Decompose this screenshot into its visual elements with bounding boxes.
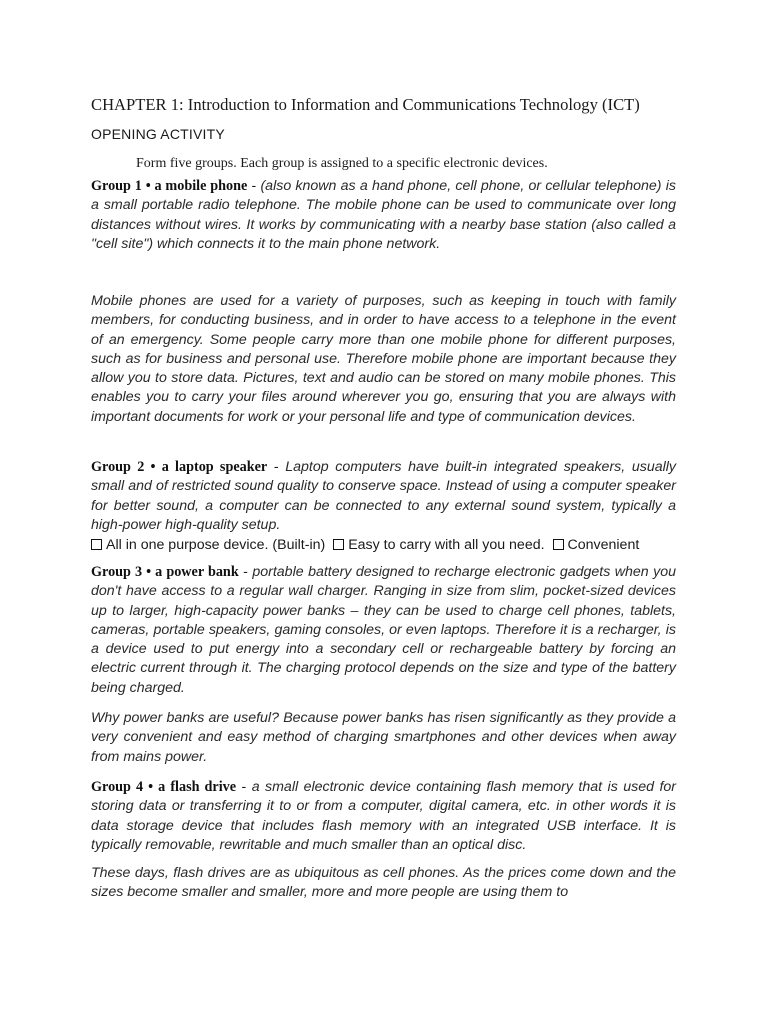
power-bank-uses-text: Why power banks are useful? Because power banks has risen significantly as they provide a very convenient and easy method of charging smartphones and other devices when away from mains power. [91, 710, 676, 765]
group-3-separator: - [238, 564, 253, 580]
group-2-text: Laptop computers have built-in integrated speakers, usually small and of restricted sound quality to conserve space. Instead of using a computer speaker for better sound, a computer can be connected to any external sound system, typically a high-power high-quality setup. [91, 459, 676, 533]
speaker-feature-1: All in one purpose device. (Built-in) [106, 537, 326, 553]
speaker-feature-3: Convenient [567, 537, 640, 553]
group-2-paragraph [91, 458, 676, 535]
power-bank-uses-paragraph [91, 709, 676, 767]
group-4-lead: Group 4 • a flash drive [91, 779, 237, 795]
group-4-paragraph [91, 778, 676, 855]
group-3-paragraph [91, 563, 676, 698]
group-3-lead: Group 3 • a power bank [91, 564, 239, 580]
speaker-features-line [91, 536, 691, 555]
group-1-lead: Group 1 • a mobile phone [91, 178, 248, 194]
mobile-phone-uses-paragraph [91, 292, 676, 427]
group-1-text: (also known as a hand phone, cell phone, or cellular telephone) is a small portable radio telephone. The mobile phone can be used to communicate over long distances without wires. It works by communicating with a nearby base station (also called a "cell site") which connects it to the main phone network. [91, 178, 676, 252]
checkbox-icon [333, 539, 344, 550]
group-2-lead: Group 2 • a laptop speaker [91, 459, 268, 475]
group-1-separator: - [247, 178, 261, 194]
group-4-text: a small electronic device containing flash memory that is used for storing data or transferring it to or from a computer, digital camera, etc. in other words it is data storage device that includes flash memory with an integrated USB interface. It is typically removable, rewritable and much smaller than an optical disc. [91, 779, 677, 853]
activity-instruction: Form five groups. Each group is assigned to a specific electronic devices. [136, 156, 548, 171]
group-4-separator: - [236, 779, 252, 795]
group-1-paragraph [91, 177, 676, 254]
checkbox-icon [553, 539, 564, 550]
opening-activity-heading: OPENING ACTIVITY [91, 126, 225, 142]
group-2-separator: - [267, 459, 286, 475]
flash-drive-uses-text: These days, flash drives are as ubiquitous as cell phones. As the prices come down and the sizes become smaller and smaller, more and more people are using them to [91, 865, 676, 901]
checkbox-icon [91, 539, 102, 550]
group-3-text: portable battery designed to recharge electronic gadgets when you don't have access to a regular wall charger. Ranging in size from slim, pocket-sized devices up to larger, high-capacity power banks – they can be used to charge cell phones, tablets, cameras, portable speakers, gaming consoles, or even laptops. Therefore it is a recharger, is a device used to put energy into a secondary cell or rechargeable battery by forcing an electric current through it. The charging protocol depends on the size and type of the battery being charged. [91, 564, 676, 696]
speaker-feature-2: Easy to carry with all you need. [348, 537, 545, 553]
chapter-title: CHAPTER 1: Introduction to Information and Communications Technology (ICT) [91, 95, 640, 114]
flash-drive-uses-paragraph [91, 864, 676, 903]
mobile-phone-uses-text: Mobile phones are used for a variety of purposes, such as keeping in touch with family members, for conducting business, and in order to have access to a telephone in the event of an emergency. Some people carry more than one mobile phone for different purposes, such as for business and personal use. Therefore mobile phone are important because they allow you to store data. Pictures, text and audio can be stored on many mobile phones. This enables you to carry your files around wherever you go, ensuring that you are always with important documents for work or your personal life and type of communication devices. [91, 293, 676, 425]
